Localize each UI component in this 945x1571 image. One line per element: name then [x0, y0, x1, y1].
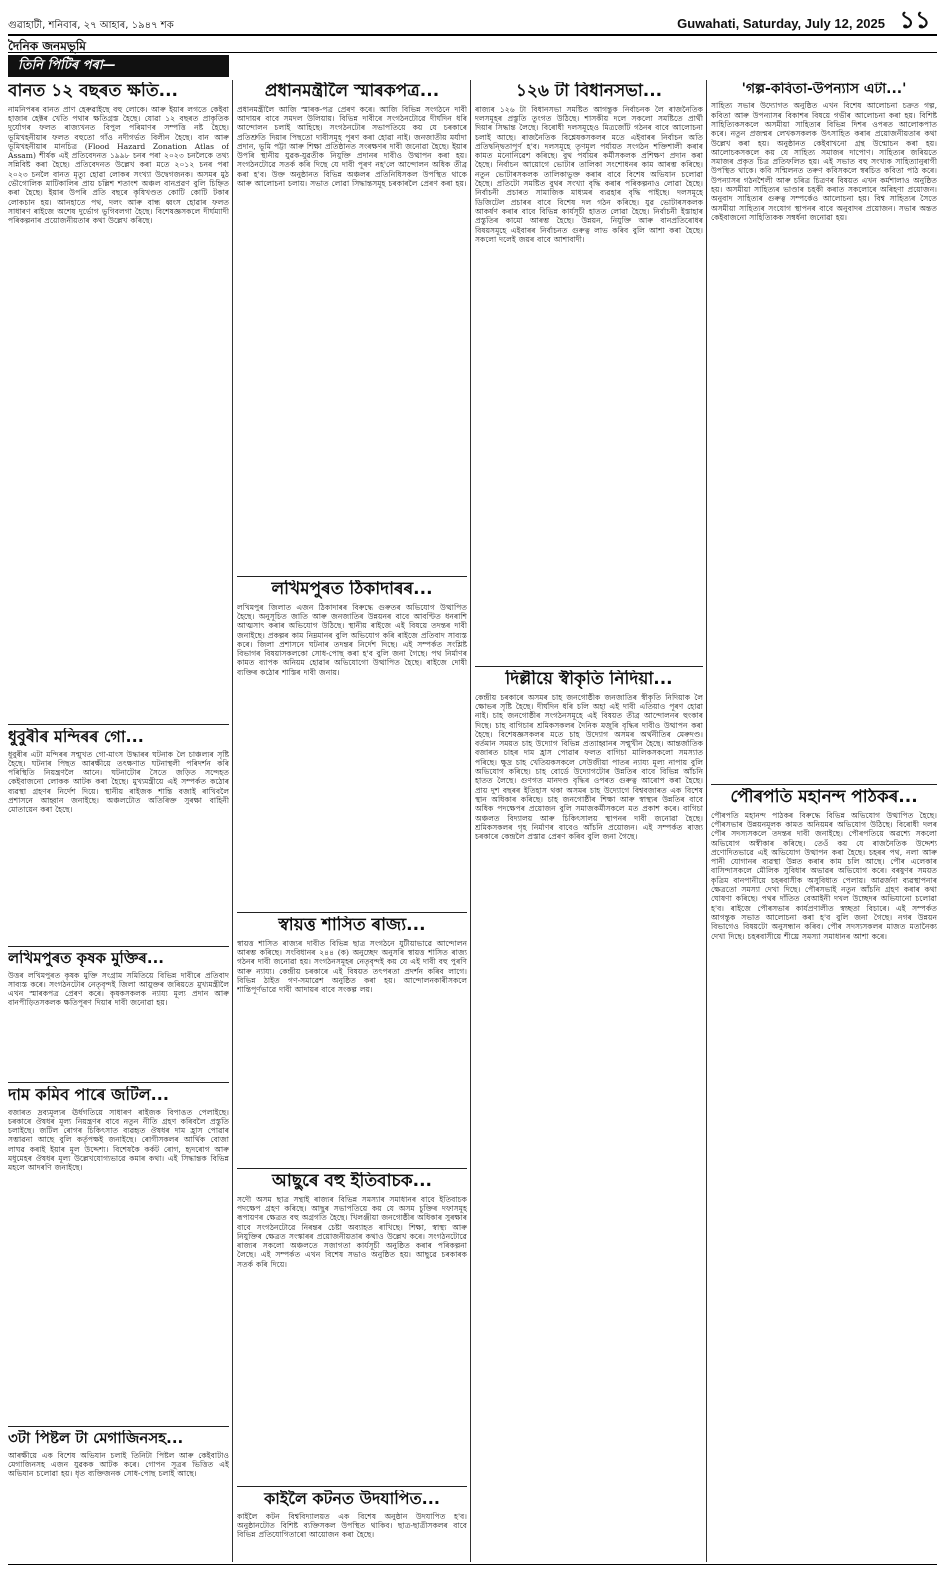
article-lakhimpur-farmers — [8, 950, 229, 1080]
article-body: সাহিত্য সভাৰ উদ্যোগত অনুষ্ঠিত এখন বিশেষ আলোচনা চক্ৰত গল্প, কবিতা আৰু উপন্যাসৰ বিকাশৰ বিষয়ে গভীৰ আলোচনা কৰা হয়। বিশিষ্ট সাহিত্যিকসকলে অসমীয়া সাহিত্যৰ বিভিন্ন দিশৰ ওপৰত আলোকপাত কৰে। নতুন প্ৰজন্মৰ লেখকসকলক উৎসাহিত কৰাৰ প্ৰয়োজনীয়তাৰ কথা উল্লেখ কৰা হয়। অনুষ্ঠানত কেইবাখনো গ্ৰন্থ উন্মোচন কৰা হয়। আলোচকসকলে কয় যে সাহিত্য সমাজৰ দাপোণ। সাহিত্যৰ জৰিয়তে সমাজৰ প্ৰকৃত চিত্ৰ প্ৰতিফলিত হয়। এই সভাত বহু সংখ্যক সাহিত্যানুৰাগী উপস্থিত থাকে। কবি সন্মিলনত তৰুণ কবিসকলে স্বৰচিত কবিতা পাঠ কৰে। উপন্যাসৰ গঠনশৈলী আৰু চৰিত্ৰ চিত্ৰণৰ বিষয়ত এখন কৰ্মশালাও অনুষ্ঠিত হয়। অসমীয়া সাহিত্যৰ ভাণ্ডাৰ চহকী কৰাত সকলোৰে অৰিহণা প্ৰয়োজন। অনুবাদ সাহিত্যৰ গুৰুত্ব সম্পৰ্কেও আলোচনা হয়। বিশ্ব সাহিত্যৰ সৈতে অসমীয়া সাহিত্যৰ সংযোগ স্থাপনৰ বাবে অনুবাদৰ প্ৰয়োজন। সভাৰ অন্তত কেইবাজনো সাহিত্যিকক সম্বৰ্ধনা জনোৱা হয়। — [711, 101, 937, 222]
column-divider — [232, 80, 233, 1562]
masthead-rule — [8, 34, 937, 36]
article-body: কেন্দ্ৰীয় চৰকাৰে অসমৰ চাহ জনগোষ্ঠীক জনজাতিৰ স্বীকৃতি নিদিয়াক লৈ ক্ষোভৰ সৃষ্টি হৈছে। দীৰ্ঘদিন ধৰি চলি অহা এই দাবী এতিয়াও পূৰণ হোৱা নাই। চাহ জনগোষ্ঠীৰ সংগঠনসমূহে এই বিষয়ত তীব্ৰ আন্দোলনৰ হুংকাৰ দিছে। চাহ বাগিচাৰ শ্ৰমিকসকলৰ দৈনিক মজুৰি বৃদ্ধিৰ দাবীও উত্থাপন কৰা হৈছে। বিশেষজ্ঞসকলৰ মতে চাহ উদ্যোগ অসমৰ অৰ্থনীতিৰ মেৰুদণ্ড। বৰ্তমান সময়ত চাহ উদ্যোগ বিভিন্ন প্ৰত্যাহ্বানৰ সন্মুখীন হৈছে। আন্তৰ্জাতিক বজাৰত চাহৰ দাম হ্ৰাস পোৱাৰ ফলত বাগিচা মালিকসকলো সমস্যাত পৰিছে। ক্ষুদ্ৰ চাহ খেতিয়কসকলে সেউজীয়া পাতৰ ন্যায্য মূল্য নাপায় বুলি অভিযোগ কৰিছে। চাহ বোৰ্ডে উদ্যোগটোৰ উন্নতিৰ বাবে বিভিন্ন আঁচনি হাতত লৈছে। গুণগত মানদণ্ড বৃদ্ধিৰ ওপৰত গুৰুত্ব আৰোপ কৰা হৈছে। প্ৰায় দুশ বছৰৰ ইতিহাস থকা অসমৰ চাহ উদ্যোগে বিশ্ববজাৰত এক বিশেষ স্থান অধিকাৰ কৰিছে। চাহ জনগোষ্ঠীৰ শিক্ষা আৰু স্বাস্থ্যৰ উন্নতিৰ বাবে অধিক পদক্ষেপৰ প্ৰয়োজন বুলি সমাজকৰ্মীসকলে মত প্ৰকাশ কৰে। বাগিচা অঞ্চলত বিদ্যালয় আৰু চিকিৎসালয় স্থাপনৰ দাবী জনোৱা হৈছে। শ্ৰমিকসকলৰ গৃহ নিৰ্মাণৰ বাবেও আঁচনি প্ৰয়োজন। এই সম্পৰ্কত ৰাজ্য চৰকাৰে কেন্দ্ৰলৈ প্ৰস্তাৱ প্ৰেৰণ কৰিব বুলি জনা গৈছে। — [475, 692, 703, 842]
article-delhi-recognition — [475, 670, 703, 1562]
article-body: নামনিপৰৰ বানত প্ৰাণ হেৰুৱাইছে বহু লোকে। আৰু ইয়াৰ লগতে কেইবা হাজাৰ হেক্টৰ খেতি পথাৰ ক্ষতিগ্ৰস্ত হৈছে। যোৱা ১২ বছৰত প্ৰাকৃতিক দুৰ্যোগৰ ফলত ৰাজ্যখনত বিপুল পৰিমাণৰ সম্পত্তি নষ্ট হৈছে। ভূমিখহনীয়াৰ ফলত বহুতো গাঁও নদীগৰ্ভত বিলীন হৈছে। বান আৰু ভূমিখহনীয়াৰ মানচিত্ৰ (Flood Hazard Zonation Atlas of Assam) শীৰ্ষক এই প্ৰতিবেদনত ১৯৯৮ চনৰ পৰা ২০২৩ চনলৈকে তথ্য সন্নিবিষ্ট কৰা হৈছে। প্ৰতিবেদনত উল্লেখ কৰা মতে ২০১২ চনৰ পৰা ২০২৩ চনলৈ বানত মৃত্যু হোৱা লোকৰ সংখ্যা উদ্বেগজনক। অসমৰ মুঠ ভৌগোলিক মাটিকালিৰ প্ৰায় চল্লিশ শতাংশ অঞ্চল বানপ্ৰৱণ বুলি চিহ্নিত কৰা হৈছে। ইয়াৰ উপৰি প্ৰতি বছৰে কৃষিখণ্ডত কোটি কোটি টকাৰ লোকচান হয়। আনহাতে পথ, দলং আৰু বান্ধ ধ্বংস হোৱাৰ ফলত সাধাৰণ ৰাইজে অশেষ দুৰ্ভোগ ভুগিবলগা হৈছে। বিশেষজ্ঞসকলে দীৰ্ঘম্যাদী পৰিকল্পনাৰ প্ৰয়োজনীয়তাৰ কথা উল্লেখ কৰিছে। — [8, 104, 229, 226]
article-separator — [8, 724, 229, 725]
headline: দাম কমিব পাৰে জটিল... — [8, 1086, 169, 1104]
article-126-constituencies — [475, 82, 703, 664]
article-body: উত্তৰ লখিমপুৰত কৃষক মুক্তি সংগ্ৰাম সমিতিয়ে বিভিন্ন দাবীৰে প্ৰতিবাদ সাব্যস্ত কৰে। সংগঠনটোৰ নেতৃবৃন্দই জিলা আয়ুক্তৰ জৰিয়তে মুখ্যমন্ত্ৰীলৈ এখন স্মাৰকপত্ৰ প্ৰেৰণ কৰে। কৃষকসকলক ন্যায্য মূল্য প্ৰদান আৰু বানপীড়িতসকলক ক্ষতিপূৰণ দিয়াৰ দাবী জনোৱা হয়। — [8, 970, 229, 1008]
headline: ১২৬ টা বিধানসভা... — [515, 82, 663, 101]
article-pistols — [8, 1430, 229, 1562]
headline: লখিমপুৰত কৃষক মুক্তিৰ... — [8, 950, 164, 967]
article-story-poem-novel — [711, 82, 937, 782]
article-separator — [237, 1486, 467, 1487]
article-separator — [237, 576, 467, 577]
article-separator — [237, 912, 467, 913]
article-separator — [475, 666, 703, 667]
article-lakhimpur-contractor — [237, 580, 467, 910]
headline: স্বায়ত্ত শাসিত ৰাজ্য... — [278, 916, 426, 935]
article-body: প্ৰধানমন্ত্ৰীলৈ আজি স্মাৰক-পত্ৰ প্ৰেৰণ কৰে। আজি বিভিন্ন সংগঠনে দাবী আদায়ৰ বাবে সমদল উলিয়ায়। বিভিন্ন দাবীৰে সংগঠনটোৱে দীৰ্ঘদিন ধৰি আন্দোলন চলাই আহিছে। সংগঠনটোৰ সভাপতিয়ে কয় যে চৰকাৰে প্ৰতিশ্ৰুতি দিয়াৰ পিছতো দাবীসমূহ পূৰণ কৰা হোৱা নাই। জনজাতীয় মৰ্যাদা প্ৰদান, ভূমি পট্টা আৰু শিক্ষা প্ৰতিষ্ঠানত সংৰক্ষণৰ দাবী জনোৱা হৈছে। ইয়াৰ উপৰি স্থানীয় যুৱক-যুৱতীক নিযুক্তি প্ৰদানৰ দাবীও উত্থাপন কৰা হয়। সংগঠনটোৱে সতৰ্ক কৰি দিছে যে দাবী পূৰণ নহ'লে আন্দোলন অধিক তীব্ৰ কৰা হ'ব। উক্ত অনুষ্ঠানত বিভিন্ন অঞ্চলৰ প্ৰতিনিধিসকল উপস্থিত থাকে আৰু আলোচনা চলায়। সভাত লোৱা সিদ্ধান্তসমূহ চৰকাৰলৈ প্ৰেৰণ কৰা হয়। — [237, 104, 467, 189]
article-autonomous-state — [237, 916, 467, 1166]
article-cotton-tomorrow — [237, 1490, 467, 1562]
article-mayor-pathak — [711, 788, 937, 1562]
headline: আছুৰে বহু ইতিবাচক... — [272, 1172, 432, 1191]
article-body: ৰাজ্যৰ ১২৬ টা বিধানসভা সমষ্টিত আগন্তুক নিৰ্বাচনক লৈ ৰাজনৈতিক দলসমূহৰ প্ৰস্তুতি তুংগত উঠিছে। শাসকীয় দলে সকলো সমষ্টিতে প্ৰাৰ্থী দিয়াৰ সিদ্ধান্ত লৈছে। বিৰোধী দলসমূহেও মিত্ৰজোঁট গঠনৰ বাবে আলোচনা চলাই আছে। ৰাজনৈতিক বিশ্লেষকসকলৰ মতে এইবাৰৰ নিৰ্বাচন অতি প্ৰতিদ্বন্দ্বিতাপূৰ্ণ হ'ব। দলসমূহে তৃণমূল পৰ্যায়ত সংগঠন শক্তিশালী কৰাৰ কামত মনোনিৱেশ কৰিছে। বুথ পৰ্যায়ৰ কৰ্মীসকলক প্ৰশিক্ষণ প্ৰদান কৰা হৈছে। নিৰ্বাচন আয়োগে ভোটাৰ তালিকা সংশোধনৰ কাম আৰম্ভ কৰিছে। নতুন ভোটাৰসকলক তালিকাভুক্ত কৰাৰ বাবে বিশেষ অভিযান চলোৱা হৈছে। প্ৰতিটো সমষ্টিত বুথৰ সংখ্যা বৃদ্ধি কৰাৰ পৰিকল্পনাও লোৱা হৈছে। নিৰ্বাচনী প্ৰচাৰত সামাজিক মাধ্যমৰ ব্যৱহাৰ বৃদ্ধি পাইছে। দলসমূহে ডিজিটেল প্ৰচাৰৰ বাবে বিশেষ দল গঠন কৰিছে। যুৱ ভোটাৰসকলক আকৰ্ষণ কৰাৰ বাবে বিভিন্ন কাৰ্যসূচী হাতত লোৱা হৈছে। নিৰ্বাচনী ইস্তাহাৰ প্ৰস্তুতিৰ কামো আৰম্ভ হৈছে। উন্নয়ন, নিযুক্তি আৰু বানপ্ৰতিৰোধৰ বিষয়সমূহে এইবাৰৰ নিৰ্বাচনত গুৰুত্ব লাভ কৰিব বুলি আশা কৰা হৈছে। সকলো দলেই জয়ৰ বাবে আশাবাদী। — [475, 104, 703, 244]
bottom-rule — [8, 1564, 937, 1565]
headline: দিল্লীয়ে স্বীকৃতি নিদিয়া... — [505, 670, 673, 689]
article-body: লখিমপুৰ জিলাত এজন ঠিকাদাৰৰ বিৰুদ্ধে গুৰুতৰ অভিযোগ উত্থাপিত হৈছে। অনুসূচিত জাতি আৰু জনজাতিৰ উন্নয়নৰ বাবে আবণ্টিত ধনৰাশি আত্মসাৎ কৰাৰ অভিযোগ উঠিছে। স্থানীয় ৰাইজে এই বিষয়ে তদন্তৰ দাবী জনাইছে। প্ৰকল্পৰ কাম নিম্নমানৰ বুলি অভিযোগ কৰি ৰাইজে প্ৰতিবাদ সাব্যস্ত কৰে। জিলা প্ৰশাসনে ঘটনাৰ তদন্তৰ নিৰ্দেশ দিছে। এই সম্পৰ্কত সংশ্লিষ্ট বিভাগৰ বিষয়াসকলকো সোধ-পোছ কৰা হ'ব বুলি জনা গৈছে। পথ নিৰ্মাণৰ কামত ব্যাপক অনিয়ম হোৱাৰ অভিযোগো উত্থাপিত হৈছে। ৰাইজে দোষী ব্যক্তিৰ কঠোৰ শাস্তিৰ দাবী জনায়। — [237, 602, 467, 677]
headline: পৌৰপতি মহানন্দ পাঠকৰ... — [730, 788, 918, 807]
article-flood-loss — [8, 82, 229, 722]
paper-name: দৈনিক জনমভূমি — [8, 39, 86, 53]
article-pm-memorandum — [237, 82, 467, 574]
headline: বানত ১২ বছৰত ক্ষতি... — [8, 82, 178, 101]
article-separator — [8, 946, 229, 947]
article-separator — [8, 1426, 229, 1427]
article-separator — [711, 784, 937, 785]
masthead-rule-2 — [8, 52, 937, 53]
column-divider — [706, 80, 707, 1562]
article-body: আৰক্ষীয়ে এক বিশেষ অভিযান চলাই তিনিটা পিষ্টল আৰু কেইবাটাও মেগাজিনসহ এজন যুৱকক আটক কৰে। গোপন সূত্ৰৰ ভিত্তিত এই অভিযান চলোৱা হয়। ধৃত ব্যক্তিজনক সোধ-পোছ চলাই আছে। — [8, 1450, 229, 1479]
article-body: পৌৰপতি মহানন্দ পাঠকৰ বিৰুদ্ধে বিভিন্ন অভিযোগ উত্থাপিত হৈছে। পৌৰসভাৰ উন্নয়নমূলক কামত অনিয়মৰ অভিযোগ উঠিছে। বিৰোধী দলৰ পৌৰ সদস্যসকলে তদন্তৰ দাবী জনাইছে। পৌৰপতিয়ে অৱশ্যে সকলো অভিযোগ অস্বীকাৰ কৰিছে। তেওঁ কয় যে ৰাজনৈতিক উদ্দেশ্য প্ৰণোদিতভাৱে এই অভিযোগ উত্থাপন কৰা হৈছে। চহৰৰ পথ, নলা আৰু পানী যোগানৰ ব্যৱস্থা উন্নত কৰাৰ কাম চলি আছে। পৌৰ এলেকাৰ বাসিন্দাসকলে মৌলিক সুবিধাৰ অভাৱৰ অভিযোগ কৰে। বৰষুণৰ সময়ত কৃত্ৰিম বানপানীয়ে চহৰবাসীক অসুবিধাত পেলায়। আৱৰ্জনা ব্যৱস্থাপনাৰ ক্ষেত্ৰতো সমস্যা দেখা দিছে। পৌৰসভাই নতুন আঁচনি গ্ৰহণ কৰাৰ কথা ঘোষণা কৰিছে। পথৰ দাঁতিত বেআইনী দখল উচ্ছেদৰ অভিযানো চলোৱা হ'ব। ৰাইজে পৌৰসভাৰ কাৰ্যপ্ৰণালীত স্বচ্ছতা বিচাৰে। এই সম্পৰ্কত আগন্তুক সভাত আলোচনা কৰা হ'ব বুলি জনা গৈছে। নগৰ উন্নয়ন বিভাগেও বিষয়টো অনুসন্ধান কৰিব। পৌৰ সদস্যসকলৰ মাজত মতানৈক্য দেখা দিছে। চহৰবাসীয়ে শীঘ্ৰে সমস্যা সমাধানৰ আশা কৰে। — [711, 810, 937, 941]
headline: ধুবুৰীৰ মন্দিৰৰ গো... — [8, 728, 144, 746]
headline: ৩টা পিষ্টল টা মেগাজিনসহ... — [8, 1430, 184, 1447]
article-separator — [237, 1168, 467, 1169]
article-body: স্বায়ত্ত শাসিত ৰাজ্যৰ দাবীত বিভিন্ন ছাত্ৰ সংগঠনে যুটীয়াভাৱে আন্দোলন আৰম্ভ কৰিছে। সংবিধানৰ ২৪৪ (ক) অনুচ্ছেদ অনুসৰি স্বায়ত্ত শাসিত ৰাজ্য গঠনৰ দাবী জনোৱা হয়। সংগঠনসমূহৰ নেতৃবৃন্দই কয় যে এই দাবী বহু পুৰণি আৰু ন্যায্য। কেন্দ্ৰীয় চৰকাৰে এই বিষয়ত তৎপৰতা প্ৰদৰ্শন কৰিব লাগে। বিভিন্ন ঠাইত গণ-সমাৱেশ অনুষ্ঠিত কৰা হয়। আন্দোলনকাৰীসকলে শান্তিপূৰ্ণভাৱে দাবী আদায়ৰ বাবে সংকল্প লয়। — [237, 938, 467, 995]
article-body: সদৌ অসম ছাত্ৰ সন্থাই ৰাজ্যৰ বিভিন্ন সমস্যাৰ সমাধানৰ বাবে ইতিবাচক পদক্ষেপ গ্ৰহণ কৰিছে। আছুৰ সভাপতিয়ে কয় যে অসম চুক্তিৰ দফাসমূহ ৰূপায়ণৰ ক্ষেত্ৰত বহু অগ্ৰগতি হৈছে। খিলঞ্জীয়া জনগোষ্ঠীৰ অধিকাৰ সুৰক্ষাৰ বাবে সংগঠনটোৱে নিৰন্তৰ চেষ্টা অব্যাহত ৰাখিছে। শিক্ষা, স্বাস্থ্য আৰু নিযুক্তিৰ ক্ষেত্ৰত সংস্কাৰৰ প্ৰয়োজনীয়তাৰ কথাও উল্লেখ কৰে। সংগঠনটোৱে ৰাজ্যৰ সকলো অঞ্চলতে সজাগতা কাৰ্যসূচী অনুষ্ঠিত কৰাৰ পৰিকল্পনা লৈছে। এই সম্পৰ্কত এখন বিশেষ সভাও অনুষ্ঠিত হয়। আছুৱে চৰকাৰক সতৰ্ক কৰি দিয়ে। — [237, 1194, 467, 1269]
masthead — [8, 6, 937, 34]
article-dhubri-temple — [8, 728, 229, 944]
article-separator — [8, 1082, 229, 1083]
headline: কাইলৈ কটনত উদযাপিত... — [264, 1490, 440, 1508]
column-divider — [470, 80, 471, 1562]
headline: প্ৰধানমন্ত্ৰীলৈ স্মাৰকপত্ৰ... — [264, 82, 440, 101]
headline: 'গল্প-কবিতা-উপন্যাস এটা...' — [741, 82, 907, 97]
date-line-assamese: গুৱাহাটী, শনিবাৰ, ২৭ আহাৰ, ১৯৪৭ শক — [8, 20, 174, 31]
section-label: তিনি পিটিৰ পৰা— — [8, 55, 229, 77]
page-number: ১১ — [899, 6, 931, 34]
article-body: ধুবুৰীৰ এটা মন্দিৰৰ সন্মুখত গো-মাংস উদ্ধাৰৰ ঘটনাক লৈ চাঞ্চল্যৰ সৃষ্টি হৈছে। ঘটনাৰ পিছত আৰক্ষীয়ে তৎক্ষণাত ঘটনাস্থলী পৰিদৰ্শন কৰি পৰিস্থিতি নিয়ন্ত্ৰণলৈ আনে। ঘটনাটোৰ সৈতে জড়িত সন্দেহত কেইবাজনো লোকক আটক কৰা হৈছে। মুখ্যমন্ত্ৰীয়ে এই সম্পৰ্কত কঠোৰ ব্যৱস্থা গ্ৰহণৰ নিৰ্দেশ দিয়ে। স্থানীয় ৰাইজক শান্তি বজাই ৰাখিবলৈ প্ৰশাসনে আহ্বান জনাইছে। অঞ্চলটোত অতিৰিক্ত সুৰক্ষা বাহিনী মোতায়েন কৰা হৈছে। — [8, 749, 229, 815]
article-body: বজাৰত দ্ৰব্যমূল্যৰ ঊৰ্ধগতিয়ে সাধাৰণ ৰাইজক বিপাঙত পেলাইছে। চৰকাৰে ঔষধৰ মূল্য নিয়ন্ত্ৰণৰ বাবে নতুন নীতি গ্ৰহণ কৰিবলৈ প্ৰস্তুতি চলাইছে। জটিল ৰোগৰ চিকিৎসাত ব্যৱহৃত ঔষধৰ দাম হ্ৰাস পোৱাৰ সম্ভাৱনা আছে বুলি কৰ্তৃপক্ষই জনাইছে। ৰোগীসকলৰ আৰ্থিক বোজা লাঘৱ কৰাই ইয়াৰ মূল উদ্দেশ্য। বিশেষকৈ কৰ্কট ৰোগ, হৃদৰোগ আৰু মধুমেহৰ ঔষধৰ মূল্য উল্লেখযোগ্যভাৱে কমাৰ কথা। এই সিদ্ধান্তক বিভিন্ন মহলে আদৰণি জনাইছে। — [8, 1107, 229, 1173]
article-body: কাইলৈ কটন বিশ্ববিদ্যালয়ত এক বিশেষ অনুষ্ঠান উদযাপিত হ'ব। অনুষ্ঠানটোত বিশিষ্ট ব্যক্তিসকল উপস্থিত থাকিব। ছাত্ৰ-ছাত্ৰীসকলৰ বাবে বিভিন্ন প্ৰতিযোগিতাৰো আয়োজন কৰা হৈছে। — [237, 1511, 467, 1540]
headline: লখিমপুৰত ঠিকাদাৰৰ... — [271, 580, 433, 599]
date-line-english: Guwahati, Saturday, July 12, 2025 — [677, 16, 885, 31]
article-aasu-positive — [237, 1172, 467, 1484]
article-price-cut — [8, 1086, 229, 1424]
